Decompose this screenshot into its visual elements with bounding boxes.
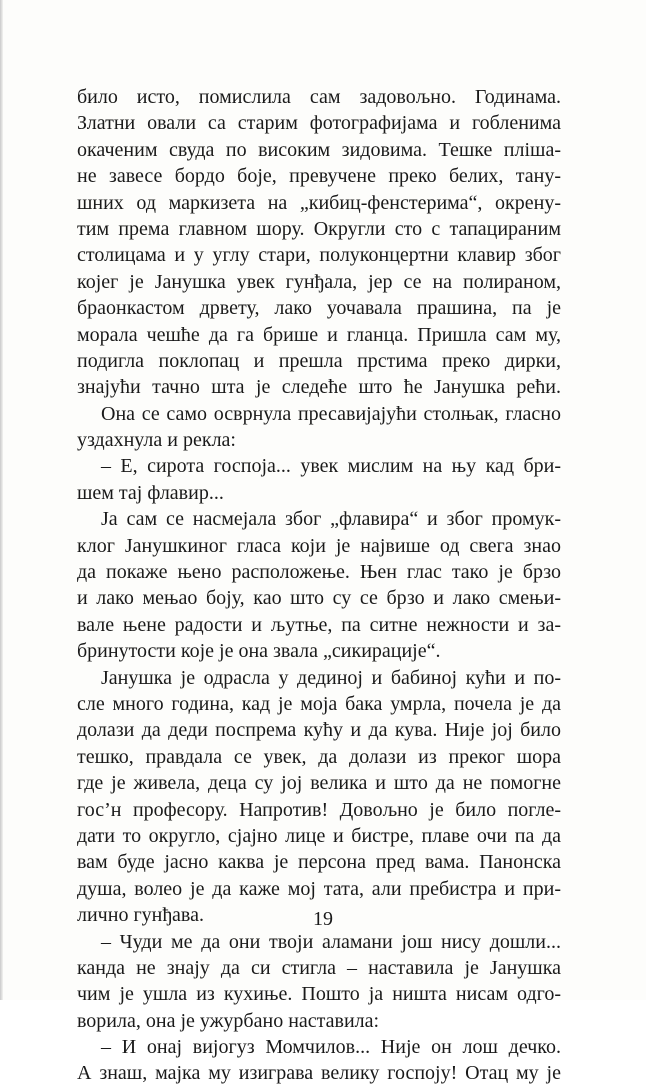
text-line: подигла поклопац и прешла прстима преко дирки, — [77, 349, 561, 372]
text-line: – Е, сирота госпоја... увек мислим на њу кад бри- — [101, 455, 561, 478]
text-line: столицама и у углу стари, полуконцертни клавир због — [77, 244, 561, 267]
text-line: А знаш, мајка му изиграва велику госпоју! Отац му је — [77, 1062, 561, 1085]
text-line: где је живела, деца су јој велика и што да не помогне — [77, 772, 561, 795]
text-line: и лако мењао боју, као што су се брзо и лако смењи- — [77, 587, 561, 610]
page-number: 19 — [313, 908, 333, 930]
text-line: гос’н професору. Напротив! Довољно је било погле- — [77, 798, 561, 821]
text-line: клог Јанушкиног гласа који је највише од свега знао — [77, 534, 561, 557]
text-line: тим према главном шору. Округли сто с тапацираним — [77, 217, 561, 240]
text-line: шних од маркизета на „кибиц-фенстерима“, окрену- — [77, 191, 561, 214]
text-line: којег је Јанушка увек гунђала, јер се на полираном, — [77, 270, 561, 293]
text-line: да покаже њено расположење. Њен глас тако је брзо — [77, 561, 561, 584]
text-line: вам буде јасно каква је персона пред вама. Панонска — [77, 851, 561, 874]
text-line: ворила, она је ужурбано наставила: — [77, 1009, 380, 1032]
text-line: душа, волео је да каже мој тата, али пребистра и при- — [77, 877, 561, 900]
text-line: Ја сам се насмејала због „флавира“ и због промук- — [101, 508, 561, 531]
text-line: дати то округло, сјајно лице и бистре, плаве очи па да — [77, 824, 561, 847]
text-line: вале њене радости и љутње, па ситне нежности и за- — [77, 613, 561, 636]
text-line: – Чуди ме да они твоји аламани још нису дошли... — [101, 930, 561, 953]
text-line: браонкастом дрвету, лако уочавала прашина, па је — [77, 297, 561, 320]
text-line: долази да деди поспрема кућу и да кува. Није јој било — [77, 719, 561, 742]
text-line: окаченим свуда по високим зидовима. Тешке пліша- — [77, 138, 561, 161]
text-line: било исто, помислила сам задовољно. Годинама. — [77, 86, 561, 108]
text-line: канда не знају да си стигла – наставила је Јанушка — [77, 956, 561, 979]
body-text — [77, 84, 561, 1087]
text-line: Златни овали са старим фотографијама и гобленима — [77, 112, 561, 135]
page-scan-edge — [0, 0, 3, 1000]
text-line: лично гунђава. — [77, 904, 204, 927]
text-line: уздахнула и рекла: — [77, 429, 236, 452]
text-line: не завесе бордо боје, превучене преко белих, тану- — [77, 165, 561, 188]
text-line: тешко, правдала се увек, да долази из преког шора — [77, 745, 561, 768]
text-line: бринутости које је она звала „сикирације“. — [77, 640, 441, 663]
text-line: Јанушка је одрасла у дединој и бабиној кући и по- — [101, 666, 561, 689]
text-line: сле много година, кад је моја бака умрла, почела је да — [77, 692, 561, 715]
text-line: морала чешће да га брише и гланца. Пришла сам му, — [77, 323, 561, 346]
text-line: – И онај вијогуз Момчилов... Није он лош дечко. — [101, 1036, 561, 1059]
text-line: шем тај флавир... — [77, 481, 224, 504]
text-line: чим је ушла из кухиње. Пошто ја ништа нисам одго- — [77, 983, 561, 1006]
text-line: знајући тачно шта је следеће што ће Јанушка рећи. — [77, 376, 561, 399]
text-line: Она се само осврнула пресавијајући столњак, гласно — [101, 402, 561, 425]
